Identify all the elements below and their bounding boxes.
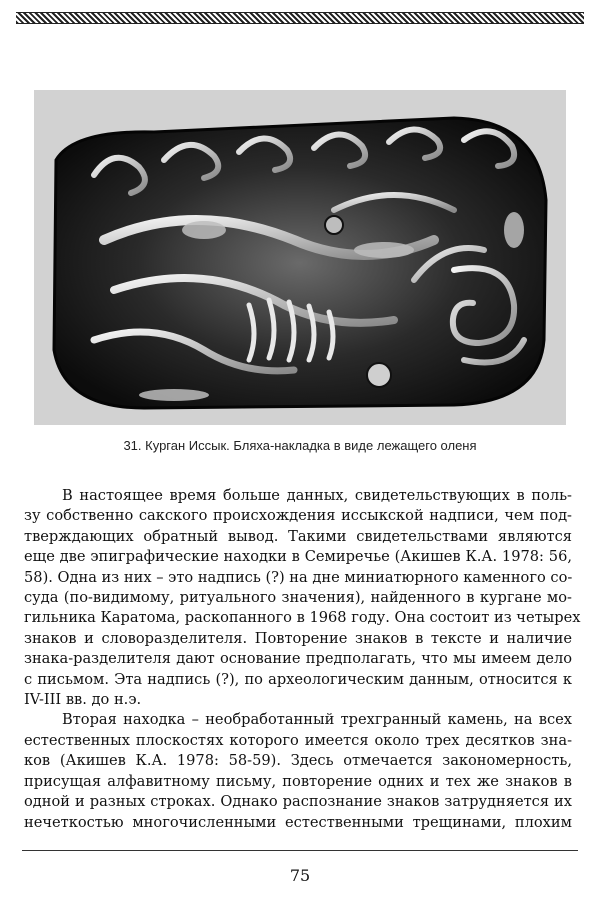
text-line: одной и разных строках. Однако распознание знаков затрудняется их (24, 793, 572, 811)
text-line: присущая алфавитному письму, повторение одних и тех же знаков в (24, 772, 572, 790)
text-line: суда (по-видимому, ритуального значения), найденного в кургане мо- (24, 589, 572, 607)
text-line: ков (Акишев К.А. 1978: 58-59). Здесь отмечается закономерность, (24, 752, 572, 770)
figure-photo (34, 90, 566, 425)
text-line: нечеткостью многочисленными естественными трещинами, плохим (24, 813, 572, 831)
text-line: тверждающих обратный вывод. Такими свидетельствами являются (24, 527, 572, 545)
text-line: с письмом. Эта надпись (?), по археологическим данным, относится к (24, 670, 572, 688)
text-line: еще две эпиграфические находки в Семиречье (Акишев К.А. 1978: 56, (24, 548, 572, 566)
text-line: гильника Каратома, раскопанного в 1968 году. Она состоит из четырех (24, 609, 581, 627)
text-line: Вторая находка – необработанный трехгранный камень, на всех (62, 711, 572, 729)
body-text (24, 486, 581, 833)
decorative-top-border (16, 12, 584, 24)
text-line: знака-разделителя дают основание предполагать, что мы имеем дело (24, 650, 572, 668)
footer-rule (22, 850, 578, 851)
text-line: В настоящее время больше данных, свидетельствующих в поль- (62, 487, 572, 504)
figure-caption: 31. Курган Иссык. Бляха-накладка в виде лежащего оленя (123, 438, 477, 453)
text-line: 58). Одна из них – это надпись (?) на дне миниатюрного каменного со- (24, 568, 573, 586)
paragraph-1 (24, 486, 581, 710)
text-line: IV-III вв. до н.э. (24, 691, 142, 709)
page-number: 75 (289, 866, 311, 885)
deer-plaque-image (34, 90, 566, 425)
text-line: знаков и словоразделителя. Повторение знаков в тексте и наличие (24, 629, 572, 647)
paragraph-2 (24, 710, 572, 832)
text-line: естественных плоскостях которого имеется около трех десятков зна- (24, 731, 572, 749)
text-line: зу собственно сакского происхождения иссыкской надписи, чем под- (24, 507, 572, 525)
